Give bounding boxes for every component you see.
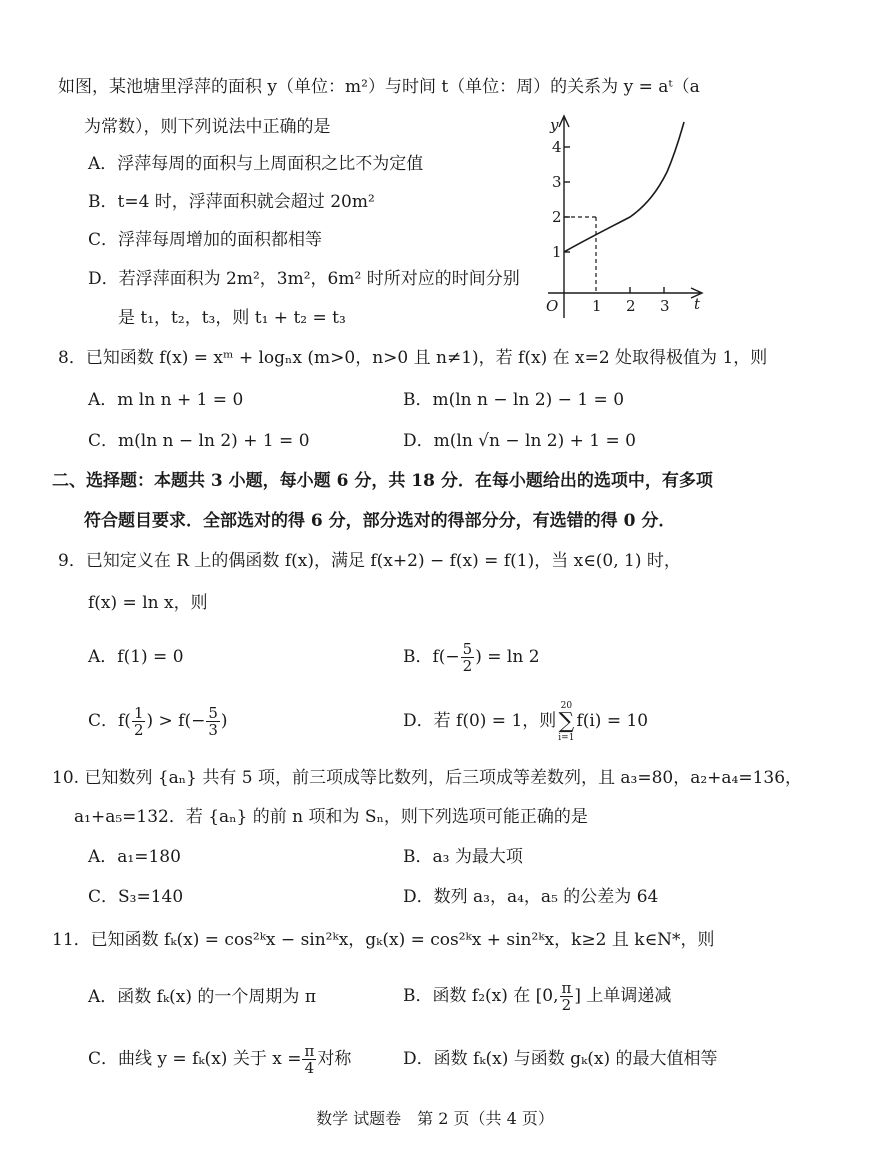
q8-option-c: C．m(ln n − ln 2) + 1 = 0 xyxy=(88,431,310,451)
q10-option-d: D．数列 a₃，a₄，a₅ 的公差为 64 xyxy=(403,887,659,907)
q7-option-d-line2: 是 t₁，t₂，t₃，则 t₁ + t₂ = t₃ xyxy=(118,308,346,328)
y-tick-1: 1 xyxy=(552,243,562,261)
q10-option-c: C．S₃=140 xyxy=(88,887,184,907)
x-tick-3: 3 xyxy=(660,297,670,315)
x-axis-label: t xyxy=(694,295,701,313)
q11-option-b: B．函数 f₂(x) 在 [0, $\frac{\pi}{2}$ ] 上单调递减 xyxy=(403,979,672,1014)
q7-option-d-line1: D．若浮萍面积为 2m²，3m²，6m² 时所对应的时间分别 xyxy=(88,269,520,289)
origin-label: O xyxy=(546,297,559,315)
q8-option-b: B．m(ln n − ln 2) − 1 = 0 xyxy=(403,390,625,410)
q9-stem-line1: 9．已知定义在 R 上的偶函数 f(x)，满足 f(x+2) − f(x) = f(1)，当 x∈(0, 1) 时， xyxy=(58,551,681,571)
q8-stem: 8．已知函数 f(x) = xᵐ + logₙx (m>0，n>0 且 n≠1)，若 f(x) 在 x=2 处取得极值为 1，则 xyxy=(58,348,768,368)
q8-option-d: D．m(ln √n − ln 2) + 1 = 0 xyxy=(403,431,636,451)
q7-option-a: A．浮萍每周的面积与上周面积之比不为定值 xyxy=(88,154,424,174)
q9-option-a: A．f(1) = 0 xyxy=(88,647,184,667)
q11-stem: 11．已知函数 fₖ(x) = cos²ᵏx − sin²ᵏx，gₖ(x) = cos²ᵏx + sin²ᵏx，k≥2 且 k∈N*，则 xyxy=(52,930,715,950)
page-footer: 数学 试题卷 第 2 页（共 4 页） xyxy=(316,1109,554,1128)
q10-option-b: B．a₃ 为最大项 xyxy=(403,847,523,867)
section2-instructions-line1: 二、选择题：本题共 3 小题，每小题 6 分，共 18 分．在每小题给出的选项中，有多项 xyxy=(52,471,713,491)
x-tick-1: 1 xyxy=(592,297,602,315)
q7-exponential-graph xyxy=(530,110,710,325)
q11-option-c: C．曲线 y = fₖ(x) 关于 x = $\frac{\pi}{4}$ 对称 xyxy=(88,1042,352,1077)
exponential-curve xyxy=(564,122,684,252)
q9-option-c: C．f( $\frac{1}{2}$ ) > f(− $\frac{5}{3}$ ) xyxy=(88,704,228,739)
summation-symbol: 20 ∑ i=1 xyxy=(558,700,575,743)
q11-option-a: A．函数 fₖ(x) 的一个周期为 π xyxy=(88,987,317,1007)
q10-option-a: A．a₁=180 xyxy=(88,847,181,867)
q9-option-b: B．f(− $\frac{5}{2}$ ) = ln 2 xyxy=(403,640,540,675)
y-axis-label: y xyxy=(550,116,559,134)
section2-instructions-line2: 符合题目要求．全部选对的得 6 分，部分选对的得部分分，有选错的得 0 分． xyxy=(84,511,676,531)
y-tick-3: 3 xyxy=(552,173,562,191)
q9-stem-line2: f(x) = ln x，则 xyxy=(88,593,208,613)
y-tick-2: 2 xyxy=(552,208,562,226)
q7-stem-line1: 如图，某池塘里浮萍的面积 y（单位：m²）与时间 t（单位：周）的关系为 y = aᵗ（a xyxy=(58,77,700,97)
q7-option-b: B．t=4 时，浮萍面积就会超过 20m² xyxy=(88,192,375,212)
q11-option-d: D．函数 fₖ(x) 与函数 gₖ(x) 的最大值相等 xyxy=(403,1049,718,1069)
q7-option-c: C．浮萍每周增加的面积都相等 xyxy=(88,230,323,250)
x-tick-2: 2 xyxy=(626,297,636,315)
q10-stem-line1: 10. 已知数列 {aₙ} 共有 5 项，前三项成等比数列，后三项成等差数列，且 a₃=80，a₂+a₄=136， xyxy=(52,768,803,788)
q8-option-a: A．m ln n + 1 = 0 xyxy=(88,390,244,410)
q9-option-d: D．若 f(0) = 1，则 20 ∑ i=1 f(i) = 10 xyxy=(403,700,649,743)
y-tick-4: 4 xyxy=(552,138,562,156)
q10-stem-line2: a₁+a₅=132．若 {aₙ} 的前 n 项和为 Sₙ，则下列选项可能正确的是 xyxy=(74,807,588,827)
q7-stem-line2: 为常数），则下列说法中正确的是 xyxy=(84,117,331,137)
